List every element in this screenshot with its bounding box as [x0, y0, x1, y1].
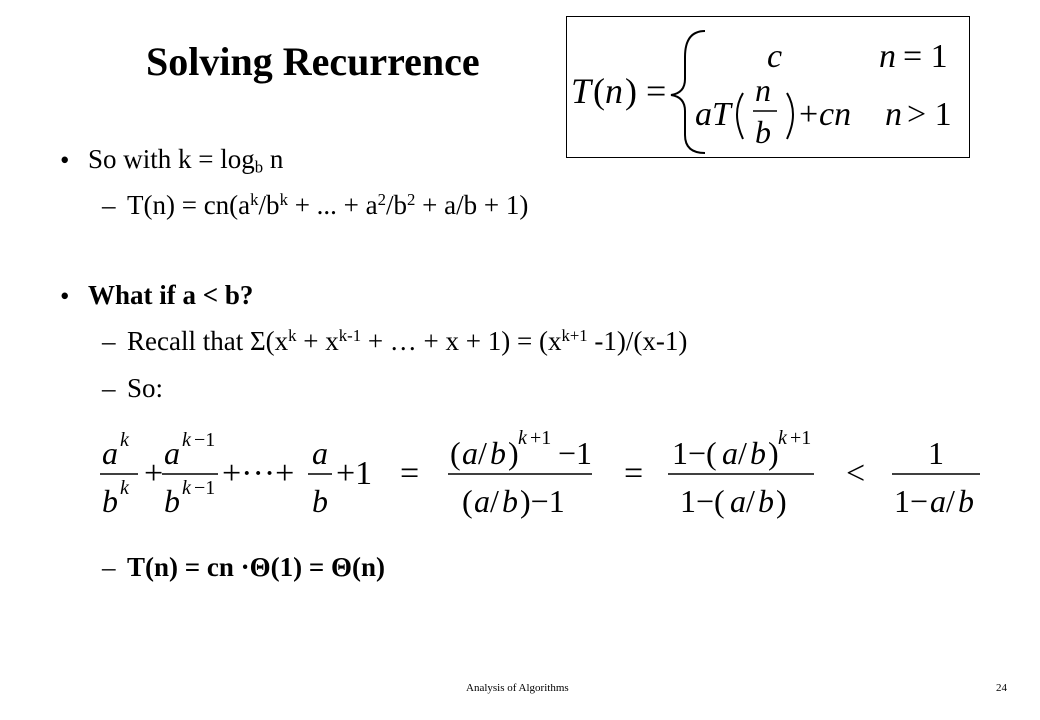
svg-text:(: ( [593, 71, 605, 111]
svg-text:−1: −1 [558, 435, 593, 471]
svg-text:+1: +1 [530, 427, 552, 449]
svg-text:<: < [846, 455, 866, 492]
svg-text:(: ( [450, 435, 461, 471]
svg-text:b: b [312, 483, 328, 519]
footer-course-title: Analysis of Algorithms [466, 682, 569, 694]
svg-text:) =: ) = [625, 71, 667, 111]
svg-text:b: b [164, 483, 180, 519]
svg-text:b: b [502, 483, 518, 519]
bullet-2-sub-1: Recall that $\Sigma(x^k + x^{k-1}$ + … + $x + 1) = (x^{k+1}$ -1)/(x-1) [127, 326, 688, 357]
bullet-icon: • [60, 281, 70, 311]
svg-text:/: / [738, 435, 747, 471]
slide-title: Solving Recurrence [146, 39, 480, 84]
svg-text:b: b [958, 483, 974, 519]
svg-text:/: / [490, 483, 499, 519]
dash-icon: – [102, 190, 116, 220]
recurrence-formula [567, 17, 969, 157]
svg-text:=: = [400, 455, 420, 492]
svg-text:/: / [946, 483, 955, 519]
svg-text:= 1: = 1 [903, 38, 948, 75]
svg-text:n: n [879, 38, 896, 75]
svg-text:): ) [508, 435, 519, 471]
svg-text:1−(: 1−( [680, 483, 725, 519]
svg-text:k: k [120, 429, 129, 451]
bullet-2-text: What if a < b? [88, 280, 254, 310]
recurrence-formula-box [566, 16, 970, 158]
svg-text:b: b [755, 114, 771, 150]
svg-text:a: a [474, 483, 490, 519]
dash-icon: – [102, 326, 116, 356]
svg-text:a: a [730, 483, 746, 519]
svg-text:+···+: +···+ [222, 455, 295, 492]
bullet-2-sub-3: T(n) = cn ·Θ(1) = Θ(n) [127, 552, 386, 582]
series-equation [96, 412, 996, 532]
svg-text:n: n [885, 96, 902, 133]
svg-text:−1: −1 [194, 429, 216, 451]
bullet-icon: • [60, 145, 70, 175]
svg-text:+1: +1 [790, 427, 812, 449]
svg-text:a: a [462, 435, 478, 471]
svg-text:n: n [755, 72, 771, 108]
svg-text:a: a [164, 435, 180, 471]
svg-text:b: b [102, 483, 118, 519]
bullet-1-sub-1: $T(n) = cn(a^k/b^k$ + ... + $a^2/b^2 + a/b + 1$) [127, 190, 529, 221]
bullet-1-text: So with $k = \log_b n$ [88, 144, 284, 177]
svg-text:k: k [518, 427, 527, 449]
svg-text:b: b [490, 435, 506, 471]
svg-text:cn: cn [819, 96, 852, 133]
left-brace [671, 31, 705, 153]
dash-icon: – [102, 373, 116, 403]
svg-text:=: = [624, 455, 644, 492]
svg-text:> 1: > 1 [907, 96, 952, 133]
svg-text:/: / [478, 435, 487, 471]
svg-text:b: b [750, 435, 766, 471]
bullet-2-sub-2: So: [127, 373, 164, 403]
svg-text:1−(: 1−( [672, 435, 717, 471]
formula-lhs: T [571, 71, 592, 111]
svg-text:+1: +1 [336, 455, 373, 492]
svg-text:a: a [930, 483, 946, 519]
svg-text:(: ( [462, 483, 473, 519]
svg-text:k: k [182, 477, 191, 499]
svg-text:a: a [722, 435, 738, 471]
slide-number: 24 [996, 682, 1007, 694]
svg-text:a: a [312, 435, 328, 471]
svg-text:k: k [778, 427, 787, 449]
dash-icon: – [102, 552, 116, 582]
svg-text:): ) [776, 483, 787, 519]
case-c: c [767, 38, 783, 75]
svg-text:a: a [102, 435, 118, 471]
svg-text:)−1: )−1 [520, 483, 565, 519]
svg-text:/: / [746, 483, 755, 519]
svg-text:k: k [182, 429, 191, 451]
svg-text:n: n [605, 71, 623, 111]
svg-text:b: b [758, 483, 774, 519]
svg-text:1−: 1− [894, 483, 929, 519]
svg-text:k: k [120, 477, 129, 499]
svg-text:+: + [144, 455, 164, 492]
svg-text:1: 1 [928, 435, 944, 471]
svg-text:+: + [799, 96, 819, 133]
case-aT: aT [695, 96, 731, 133]
svg-text:): ) [768, 435, 779, 471]
svg-text:−1: −1 [194, 477, 216, 499]
